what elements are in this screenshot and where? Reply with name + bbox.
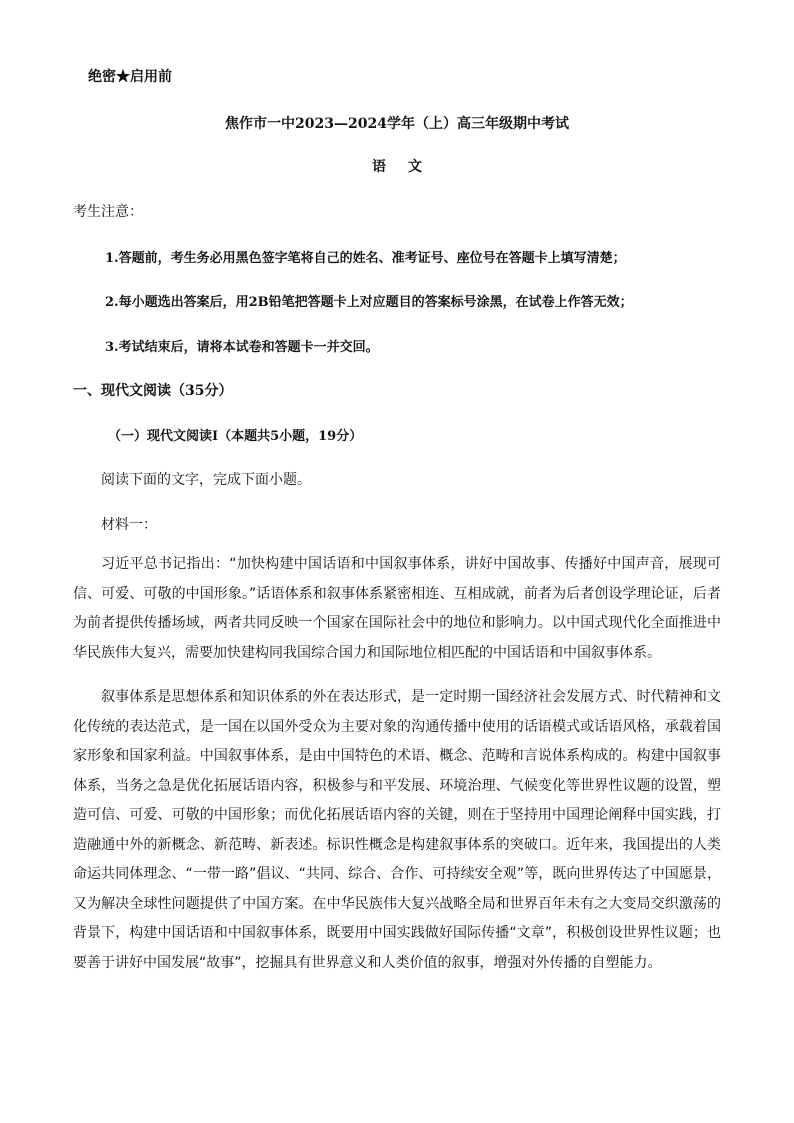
notice-item-3: 3.考试结束后，请将本试卷和答题卡一并交回。 — [105, 340, 379, 355]
subsection-title: （一）现代文阅读Ⅰ（本题共5小题，19分） — [108, 429, 363, 444]
paragraph-1: 习近平总书记指出：“加快构建中国话语和中国叙事体系，讲好中国故事、传播好中国声音，展现可信、可爱、可敬的中国形象。”话语体系和叙事体系紧密相连、互相成就，前者为后者创设学理论证，后者为前者提供传播场域，两者共同反映一个国家在国际社会中的地位和影响力。以中国式现代化全面推进中华民族伟大复兴，需要加快建构同我国综合国力和国际地位相匹配的中国话语和中国叙事体系。 — [73, 556, 721, 661]
notice-item-1: 1.答题前，考生务必用黑色签字笔将自己的姓名、准考证号、座位号在答题卡上填写清楚； — [105, 251, 626, 266]
confidential-label: 绝密★启用前 — [88, 69, 172, 85]
section-title: 一、现代文阅读（35分） — [73, 383, 233, 399]
notice-heading: 考生注意： — [73, 204, 143, 220]
notice-item-2: 2.每小题选出答案后，用2B铅笔把答题卡上对应题目的答案标号涂黑，在试卷上作答无效； — [105, 295, 633, 310]
paragraph-2: 叙事体系是思想体系和知识体系的外在表达形式，是一定时期一国经济社会发展方式、时代精神和文化传统的表达范式，是一国在以国外受众为主要对象的沟通传播中使用的话语模式或话语风格，承载着国家形象和国家利益。中国叙事体系，是由中国特色的术语、概念、范畴和言说体系构成的。构建中国叙事体系，当务之急是优化拓展话语内容，积极参与和平发展、环境治理、气候变化等世界性议题的设置，塑造可信、可爱、可敬的中国形象；而优化拓展话语内容的关键，则在于坚持用中国理论阐释中国实践，打造融通中外的新概念、新范畴、新表述。标识性概念是构建叙事体系的突破口。近年来，我国提出的人类命运共同体理念、“一带一路”倡议、“共同、综合、合作、可持续安全观”等，既向世界传达了中国愿景，又为解决全球性问题提供了中国方案。在中华民族伟大复兴战略全局和世界百年未有之大变局交织激荡的背景下，构建中国话语和中国叙事体系，既要用中国实践做好国际传播“文章”，积极创设世界性议题；也要善于讲好中国发展“故事”，挖掘具有世界意义和人类价值的叙事，增强对外传播的自塑能力。 — [73, 689, 721, 971]
material-label: 材料一： — [101, 517, 157, 533]
reading-instruction: 阅读下面的文字，完成下面小题。 — [101, 472, 311, 488]
exam-title: 焦作市一中2023—2024学年（上）高三年级期中考试 — [225, 116, 569, 132]
subject-title: 语文 — [372, 159, 444, 175]
